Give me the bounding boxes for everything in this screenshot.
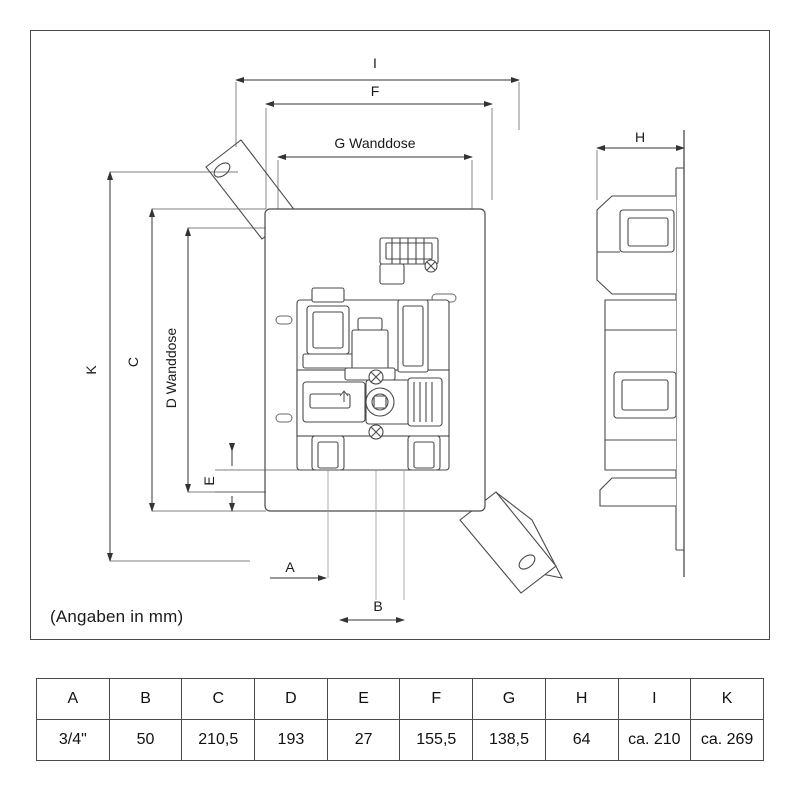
table-header-cell-e: E (327, 679, 400, 720)
table-header-cell-d: D (255, 679, 328, 720)
table-header-cell-g: G (473, 679, 546, 720)
table-header-cell-k: K (691, 679, 764, 720)
label-I: I (373, 55, 377, 71)
label-D: D Wanddose (163, 327, 179, 409)
table-header-cell-f: F (400, 679, 473, 720)
table-cell: 3/4" (37, 720, 110, 761)
table-header-cell-b: B (109, 679, 182, 720)
units-note: (Angaben in mm) (50, 607, 184, 626)
table-row (37, 720, 764, 761)
drawing-frame (30, 30, 770, 640)
table-header-cell-a: A (37, 679, 110, 720)
table-header-cell-c: C (182, 679, 255, 720)
table-cell: 138,5 (473, 720, 546, 761)
dimension-table (36, 678, 764, 761)
label-B: B (373, 598, 383, 614)
table-header-cell-h: H (545, 679, 618, 720)
table-cell: 210,5 (182, 720, 255, 761)
table-cell: 50 (109, 720, 182, 761)
table-cell: 64 (545, 720, 618, 761)
label-E: E (201, 476, 217, 486)
table-cell: 27 (327, 720, 400, 761)
table-cell: 193 (255, 720, 328, 761)
table-header-row (37, 679, 764, 720)
label-C: C (125, 356, 141, 368)
table-cell: ca. 210 (618, 720, 691, 761)
label-F: F (370, 83, 380, 99)
table-header-cell-i: I (618, 679, 691, 720)
table-cell: ca. 269 (691, 720, 764, 761)
label-G: G Wanddose (334, 135, 416, 151)
label-H: H (634, 129, 646, 145)
table-cell: 155,5 (400, 720, 473, 761)
label-A: A (285, 559, 295, 575)
label-K: K (83, 365, 99, 375)
